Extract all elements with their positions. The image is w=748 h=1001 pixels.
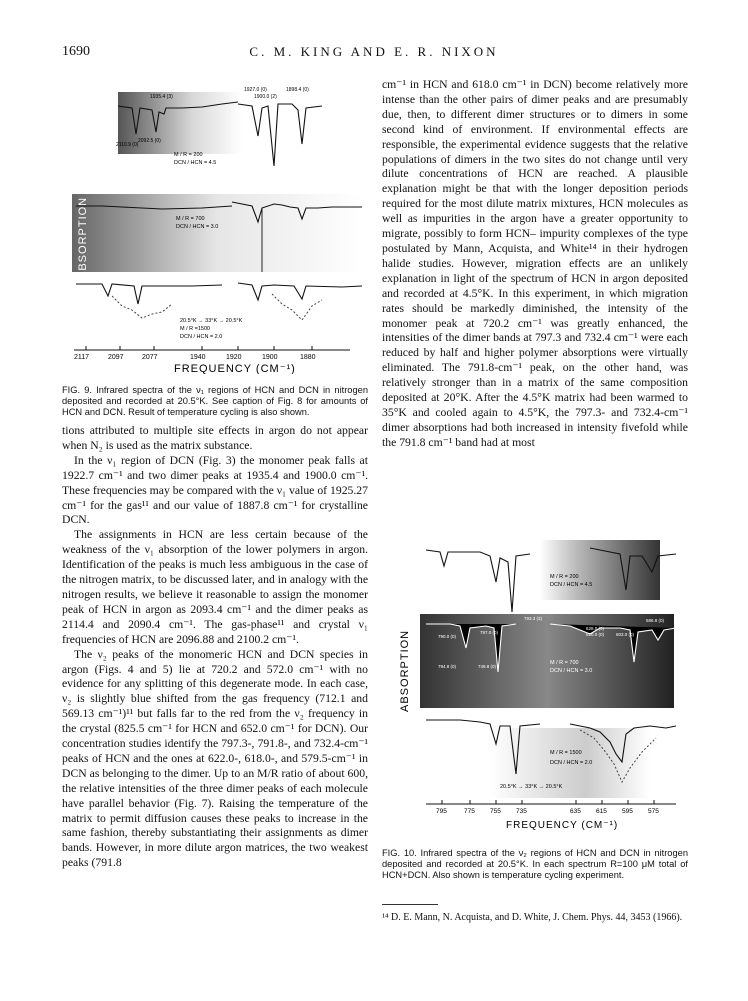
panel-3-temp: 20.5°K → 33°K → 20.5°K (180, 318, 243, 324)
x-tick-6: 615 (596, 808, 607, 815)
paragraph: tions attributed to multiple site effects in argon do not appear when N₂ is used as the matrix substance. (62, 424, 368, 452)
x-tick-5: 635 (570, 808, 581, 815)
x-tick-5: 1920 (226, 354, 242, 361)
panel-3-ratio: DCN / HCN = 2.0 (550, 760, 593, 766)
footnote: ¹⁴ D. E. Mann, N. Acquista, and D. White, J. Chem. Phys. 44, 3453 (1966). (382, 912, 683, 923)
paragraph: The ν₂ peaks of the monomeric HCN and DCN species in argon (Figs. 4 and 5) lie at 720.2 and 572.0 cm⁻¹ with no evidence for any splitting of this degenerate mode. In each case, ν₂ is slightly blue shifted from the gas frequency (712.1 and 569.13 cm⁻¹)¹¹ but falls far to the red from the ν₂ frequency in the crystal (825.5 cm⁻¹ for HCN and 652.0 cm⁻¹ for DCN). Our concentration studies identify the 797.3-, 791.8-, and 732.4-cm⁻¹ peaks of HCN and the ones at 622.0-, 618.0-, and 579.5-cm⁻¹ in DCN as belonging to the dimer. Up to an M/R ratio of about 600, the relative intensities of the three dimer peaks of each molecule have parallel behavior (Fig. 7). Raising the temperature of the matrix to permit diffusion causes these peaks to increase in the same fashion, thereby substantiating their assignments as dimer bands. However, in more dilute argon matrices, the two weakest peaks (791.8 (62, 647, 368, 870)
panel-3-mr: M / R =1500 (180, 326, 211, 332)
paragraph: cm⁻¹ in HCN and 618.0 cm⁻¹ in DCN) become relatively more intense than the other pairs of dimer peaks and are presumably due, then, to different dimer structures or to dimers in some second kind of environment. If environmental effects are responsible, the experimental evidence suggests that the relative populations of dimers in the two sites do not change until very dilute concentrations of HCN are reached. A plausible explanation might be that with the longer deposition periods required for the most dilute matrix mixtures, HCN molecules as well as impurities in the argon have a greater opportunity to migrate, possibly to form HCN– impurity complexes of the type postulated by Mann, Acquista, and White¹⁴ in their hydrogen halide studies. However, migration effects are an unlikely explanation in light of the spectrum of HCN in argon deposited and recorded at 4.5°K. In this experiment, in which migration rates should be markedly diminished, the intensity of the monomer peak at 720.2 cm⁻¹ was greatly enhanced, the intensities of the dimer bands at 797.3 and 732.4 cm⁻¹ were each reduced by half and higher polymer absorptions were virtually eliminated. The 791.8-cm⁻¹ peak, on the other hand, was relatively stronger than in a matrix of the same composition deposited at 20°K. After the 4.5°K matrix had been warmed to 35°K and cooled again to 4.5°K, the 797.3- and 732.4-cm⁻¹ dimer absorptions had both increased in intensity fivefold while the 791.8 cm⁻¹ band had at most (382, 78, 688, 449)
x-tick-7: 1880 (300, 354, 316, 361)
panel-2-mr: M / R = 700 (176, 216, 205, 222)
panel-1-mr: M / R = 200 (550, 574, 579, 580)
panel-1-mr: M / R = 200 (174, 152, 203, 158)
trace-3 (76, 283, 362, 304)
x-tick-3: 2077 (142, 354, 158, 361)
peak-label-5: 749.8 (0) (478, 664, 497, 669)
x-tick-4: 735 (516, 808, 527, 815)
peak-label-8: 603.0 (0) (616, 632, 635, 637)
y-axis-label: ABSORPTION (77, 196, 89, 279)
x-tick-2: 2097 (108, 354, 124, 361)
x-tick-4: 1940 (190, 354, 206, 361)
panel-2-ratio: DCN / HCN = 3.0 (176, 224, 219, 230)
panel-2-mr: M / R = 700 (550, 660, 579, 666)
y-axis-label: ABSORPTION (399, 629, 411, 712)
page-number: 1690 (62, 44, 90, 59)
x-tick-1: 2117 (74, 354, 90, 361)
x-tick-8: 575 (648, 808, 659, 815)
x-axis-label: FREQUENCY (CM⁻¹) (174, 363, 296, 374)
peak-label-3: 1898.4 (0) (286, 87, 309, 93)
peak-label-9: 586.8 (0) (646, 618, 665, 623)
panel-1-shading (540, 540, 660, 600)
peak-label-4: 794.8 (0) (438, 664, 457, 669)
figure-10-caption: FIG. 10. Infrared spectra of the ν₂ regions of HCN and DCN in nitrogen deposited and recorded at 20.5°K. In each spectrum R=100 μM total of HCN+DCN. Also shown is temperature cycling experiment. (382, 848, 688, 880)
x-tick-7: 595 (622, 808, 633, 815)
panel-2-ratio: DCN / HCN = 3.0 (550, 668, 593, 674)
peak-label-2: 790.0 (0) (438, 634, 457, 639)
peak-label-6: 2092.5 (0) (138, 138, 161, 144)
panel-2-shading (72, 194, 362, 272)
paragraph: In the ν₁ region of DCN (Fig. 3) the monomer peak falls at 1922.7 cm⁻¹ and two dimer peaks at 1935.4 and 1900.0 cm⁻¹. These frequencies may be compared with the ν₁ value of 1925.27 cm⁻¹ for the gas¹¹ and our value of 1887.8 cm⁻¹ for crystalline DCN. (62, 453, 368, 527)
figure-9-caption: FIG. 9. Infrared spectra of the ν₁ regions of HCN and DCN in nitrogen deposited and recorded at 20.5°K. See caption of Fig. 8 for amounts of HCN and DCN. Result of temperature cycling is also shown. (62, 385, 368, 417)
peak-label-1: 793.3 (3) (524, 616, 543, 621)
paragraph: The assignments in HCN are less certain because of the weakness of the ν₁ absorption of the lower polymers in argon. Identification of the peaks is much less ambiguous in the case of the nitrogen matrix, to be discussed later, and in analogy with the nitrogen results, we believe it reasonable to assign the monomer peak of HCN in argon as 2093.4 cm⁻¹ and the dimer peaks as 2114.4 and 2090.4 cm⁻¹. The gas-phase¹¹ and crystal ν₁ frequencies of HCN are 2096.88 and 2100.2 cm⁻¹. (62, 528, 368, 646)
running-header-authors: C. M. KING AND E. R. NIXON (249, 44, 499, 59)
right-column-text (382, 78, 688, 451)
left-column-text (62, 424, 368, 871)
peak-label-6: 628.0 (0) (586, 626, 605, 631)
peak-label-2: 1927.0 (0) (244, 87, 267, 93)
peak-label-7: 620.0 (0) (586, 632, 605, 637)
peak-label-1: 1935.4 (3) (150, 94, 173, 100)
peak-label-5: 2110.9 (0) (116, 142, 139, 148)
panel-1-ratio: DCN / HCN = 4.5 (550, 582, 593, 588)
panel-3-temp: 20.5°K → 33°K → 20.5°K (500, 784, 563, 790)
panel-3-ratio: DCN / HCN = 2.0 (180, 334, 223, 340)
x-axis-label: FREQUENCY (CM⁻¹) (506, 820, 619, 831)
peak-label-4: 1900.0 (2) (254, 94, 277, 100)
x-tick-1: 795 (436, 808, 447, 815)
trace-3-cycled (112, 294, 322, 320)
x-tick-6: 1900 (262, 354, 278, 361)
panel-3-mr: M / R = 1500 (550, 750, 582, 756)
figure-10 (390, 512, 686, 842)
panel-1-ratio: DCN / HCN = 4.5 (174, 160, 217, 166)
x-tick-3: 755 (490, 808, 501, 815)
peak-label-3: 797.0 (0) (480, 630, 499, 635)
figure-9 (62, 74, 368, 374)
x-tick-2: 775 (464, 808, 475, 815)
footnote-rule (382, 904, 438, 905)
